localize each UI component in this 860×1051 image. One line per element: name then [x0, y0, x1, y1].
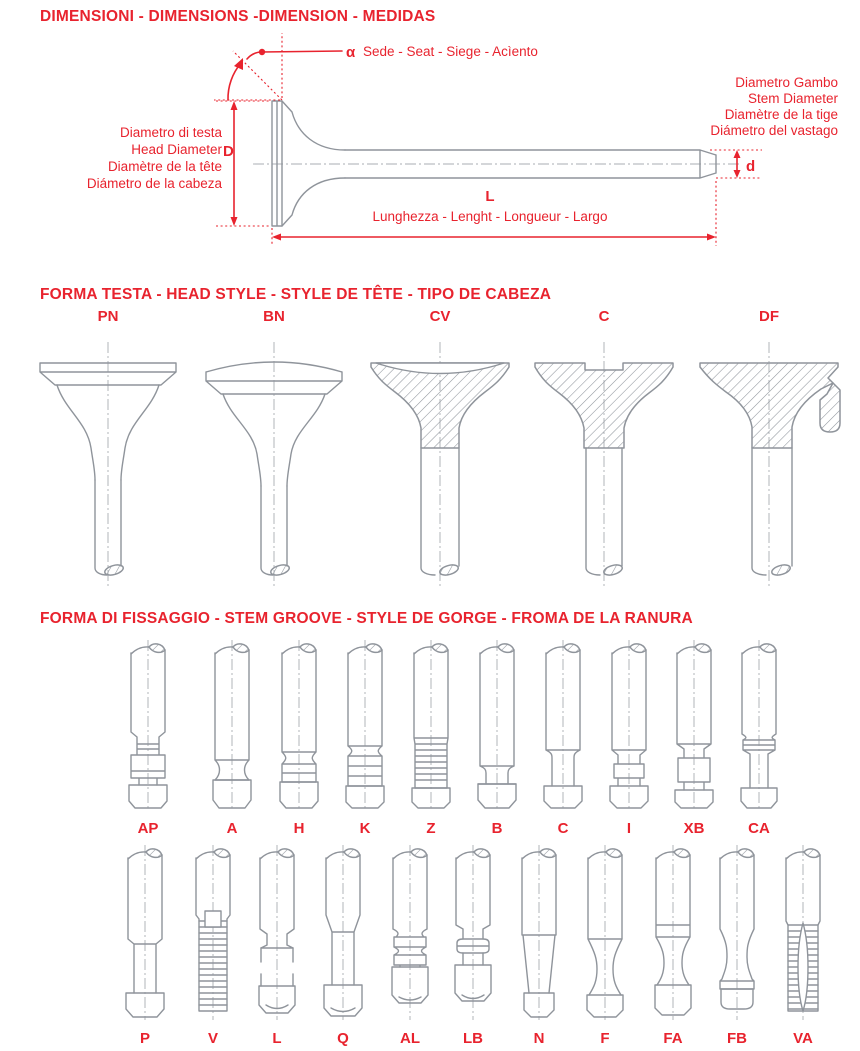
head-style-drawing-BN — [199, 328, 349, 596]
head-style-col-CV — [365, 306, 515, 601]
stem-groove-label-N: N — [533, 1030, 545, 1047]
seat-label: Sede - Seat - Siege - Acìento — [363, 44, 538, 59]
stem-groove-drawing-F — [570, 845, 640, 1020]
head-diameter-line-1: Diametro di testa — [119, 125, 222, 140]
stem-diameter-line-2: Stem Diameter — [747, 91, 838, 106]
stem-diameter-line-1: Diametro Gambo — [735, 75, 838, 90]
length-label: Lunghezza - Lenght - Longueur - Largo — [372, 209, 608, 224]
stem-groove-drawing-P — [110, 845, 180, 1020]
stem-groove-col-V — [178, 845, 248, 1049]
stem-groove-drawing-LB — [438, 845, 508, 1020]
stem-groove-col-XB — [659, 640, 729, 839]
stem-groove-label-A: A — [226, 820, 238, 837]
stem-diameter-line-4: Diámetro del vastago — [710, 123, 838, 138]
stem-groove-label-FA: FA — [663, 1030, 683, 1047]
head-style-label-PN: PN — [97, 308, 119, 325]
stem-groove-label-FB: FB — [727, 1030, 747, 1047]
stem-groove-label-LB: LB — [463, 1030, 483, 1047]
stem-groove-drawing-K — [330, 640, 400, 810]
stem-groove-drawing-N — [504, 845, 574, 1020]
stem-diameter-symbol: d — [746, 158, 756, 175]
stem-groove-col-L — [242, 845, 312, 1049]
stem-diameter-annotation — [710, 75, 838, 178]
stem-groove-drawing-V — [178, 845, 248, 1020]
head-style-title: FORMA TESTA - HEAD STYLE - STYLE DE TÊTE - TIPO DE CABEZA — [40, 286, 552, 303]
length-symbol: L — [485, 188, 495, 205]
stem-groove-label-AL: AL — [400, 1030, 420, 1047]
seat-angle-annotation — [214, 33, 538, 100]
stem-groove-label-C: C — [557, 820, 569, 837]
stem-groove-label-XB: XB — [683, 820, 705, 837]
stem-groove-col-A — [197, 640, 267, 839]
stem-groove-label-K: K — [359, 820, 371, 837]
head-diameter-annotation — [87, 101, 270, 226]
stem-groove-col-P — [110, 845, 180, 1049]
head-style-label-BN: BN — [263, 308, 285, 325]
alpha-symbol: α — [346, 44, 356, 61]
stem-groove-col-H — [264, 640, 334, 839]
stem-groove-drawing-AP — [113, 640, 183, 810]
stem-groove-col-VA — [768, 845, 838, 1049]
head-diameter-symbol: D — [223, 143, 234, 160]
stem-groove-label-CA: CA — [748, 820, 770, 837]
stem-groove-drawing-A — [197, 640, 267, 810]
stem-groove-col-AL — [375, 845, 445, 1049]
stem-groove-col-N — [504, 845, 574, 1049]
head-style-col-BN — [199, 306, 349, 601]
stem-groove-col-B — [462, 640, 532, 839]
stem-groove-drawing-H — [264, 640, 334, 810]
stem-groove-label-F: F — [600, 1030, 610, 1047]
head-style-drawing-CV — [365, 328, 515, 596]
head-diameter-line-2: Head Diameter — [131, 142, 222, 157]
stem-groove-label-P: P — [139, 1030, 150, 1047]
stem-groove-label-V: V — [207, 1030, 218, 1047]
stem-groove-col-CA — [724, 640, 794, 839]
head-style-label-CV: CV — [429, 308, 451, 325]
stem-groove-drawing-L — [242, 845, 312, 1020]
stem-groove-drawing-VA — [768, 845, 838, 1020]
stem-groove-col-C — [528, 640, 598, 839]
stem-groove-label-VA: VA — [793, 1030, 813, 1047]
stem-groove-col-K — [330, 640, 400, 839]
stem-groove-col-LB — [438, 845, 508, 1049]
stem-groove-drawing-CA — [724, 640, 794, 810]
stem-groove-drawing-Q — [308, 845, 378, 1020]
valve-side-view — [253, 101, 740, 226]
stem-groove-label-B: B — [491, 820, 503, 837]
head-style-label-DF: DF — [759, 308, 779, 325]
stem-groove-drawing-AL — [375, 845, 445, 1020]
stem-groove-drawing-FA — [638, 845, 708, 1020]
stem-groove-col-Q — [308, 845, 378, 1049]
stem-groove-label-I: I — [626, 820, 632, 837]
head-style-col-DF — [694, 306, 844, 601]
stem-groove-col-FA — [638, 845, 708, 1049]
stem-groove-drawing-C — [528, 640, 598, 810]
stem-groove-col-AP — [113, 640, 183, 839]
dimensions-title: DIMENSIONI - DIMENSIONS -DIMENSION - MEDIDAS — [40, 8, 436, 25]
stem-diameter-line-3: Diamètre de la tige — [724, 107, 838, 122]
stem-groove-col-I — [594, 640, 664, 839]
stem-groove-drawing-FB — [702, 845, 772, 1020]
stem-groove-col-Z — [396, 640, 466, 839]
length-annotation — [272, 181, 716, 246]
head-style-col-C — [529, 306, 679, 601]
head-diameter-line-4: Diámetro de la cabeza — [86, 176, 222, 191]
head-style-drawing-DF — [694, 328, 844, 596]
stem-groove-drawing-I — [594, 640, 664, 810]
valve-dimensions-drawing — [0, 25, 860, 270]
stem-groove-label-Q: Q — [337, 1030, 349, 1047]
stem-groove-label-H: H — [293, 820, 305, 837]
stem-groove-label-AP: AP — [137, 820, 159, 837]
head-style-drawing-C — [529, 328, 679, 596]
stem-groove-col-FB — [702, 845, 772, 1049]
head-style-col-PN — [33, 306, 183, 601]
head-diameter-line-3: Diamètre de la tête — [107, 159, 222, 174]
stem-groove-drawing-Z — [396, 640, 466, 810]
stem-groove-title: FORMA DI FISSAGGIO - STEM GROOVE - STYLE DE GORGE - FROMA DE LA RANURA — [40, 610, 693, 627]
head-style-label-C: C — [598, 308, 610, 325]
stem-groove-drawing-XB — [659, 640, 729, 810]
stem-groove-col-F — [570, 845, 640, 1049]
stem-groove-label-L: L — [272, 1030, 282, 1047]
stem-groove-label-Z: Z — [426, 820, 436, 837]
head-style-drawing-PN — [33, 328, 183, 596]
stem-groove-drawing-B — [462, 640, 532, 810]
